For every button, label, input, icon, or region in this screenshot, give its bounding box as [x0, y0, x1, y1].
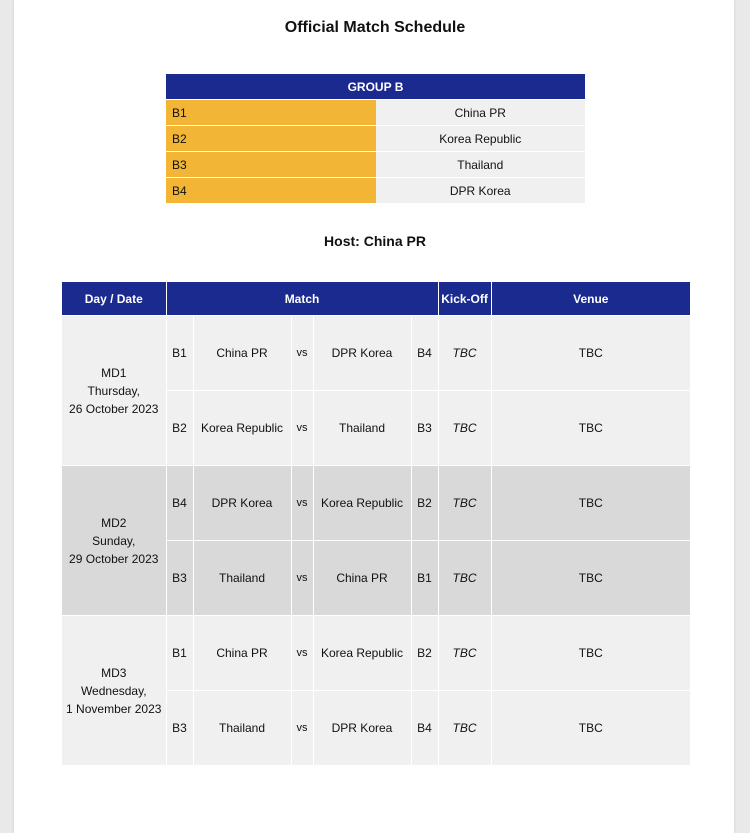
venue: TBC — [491, 466, 690, 541]
schedule-table — [62, 282, 690, 765]
page-title: Official Match Schedule — [284, 19, 466, 36]
home-team: China PR — [193, 616, 291, 691]
kickoff-time: TBC — [438, 691, 491, 766]
team-name: Korea Republic — [376, 126, 586, 152]
venue: TBC — [491, 316, 690, 391]
kickoff-time: TBC — [438, 466, 491, 541]
versus-label: vs — [291, 391, 313, 466]
venue: TBC — [491, 616, 690, 691]
versus-label: vs — [291, 541, 313, 616]
team-code: B1 — [166, 100, 376, 126]
versus-label: vs — [291, 616, 313, 691]
match-row — [62, 616, 690, 691]
match-row — [62, 466, 690, 541]
kickoff-time: TBC — [438, 316, 491, 391]
home-team: Thailand — [193, 691, 291, 766]
home-team: Korea Republic — [193, 391, 291, 466]
kickoff-time: TBC — [438, 391, 491, 466]
matchday-label: MD1 — [101, 365, 127, 380]
group-row — [166, 126, 585, 152]
home-team: China PR — [193, 316, 291, 391]
matchday-label: MD2 — [101, 515, 127, 530]
schedule-header-row — [62, 282, 690, 316]
host-heading: Host: China PR — [324, 233, 426, 249]
home-team: DPR Korea — [193, 466, 291, 541]
home-code: B1 — [166, 316, 193, 391]
venue: TBC — [491, 541, 690, 616]
team-name: China PR — [376, 100, 586, 126]
matchday-label: MD3 — [101, 665, 127, 680]
matchday-cell — [62, 316, 166, 466]
versus-label: vs — [291, 466, 313, 541]
match-row — [62, 316, 690, 391]
kickoff-time: TBC — [438, 541, 491, 616]
home-code: B1 — [166, 616, 193, 691]
team-code: B2 — [166, 126, 376, 152]
header-day-date: Day / Date — [62, 282, 166, 316]
group-row — [166, 152, 585, 178]
matchday-weekday: Sunday, — [92, 533, 136, 548]
team-name: DPR Korea — [376, 178, 586, 204]
matchday-date: 1 November 2023 — [66, 701, 162, 716]
away-code: B2 — [411, 616, 438, 691]
group-header: GROUP B — [166, 74, 585, 100]
header-kickoff: Kick-Off — [438, 282, 491, 316]
home-code: B3 — [166, 691, 193, 766]
kickoff-time: TBC — [438, 616, 491, 691]
matchday-cell — [62, 616, 166, 766]
away-team: Korea Republic — [313, 466, 411, 541]
team-code: B4 — [166, 178, 376, 204]
group-row — [166, 178, 585, 204]
away-team: Thailand — [313, 391, 411, 466]
team-name: Thailand — [376, 152, 586, 178]
matchday-cell — [62, 466, 166, 616]
away-team: DPR Korea — [313, 691, 411, 766]
away-code: B3 — [411, 391, 438, 466]
home-code: B3 — [166, 541, 193, 616]
matchday-date: 26 October 2023 — [69, 401, 159, 416]
home-code: B4 — [166, 466, 193, 541]
away-code: B4 — [411, 316, 438, 391]
venue: TBC — [491, 691, 690, 766]
home-team: Thailand — [193, 541, 291, 616]
away-code: B2 — [411, 466, 438, 541]
versus-label: vs — [291, 691, 313, 766]
away-code: B1 — [411, 541, 438, 616]
group-table — [166, 74, 585, 203]
away-team: China PR — [313, 541, 411, 616]
matchday-weekday: Thursday, — [87, 383, 140, 398]
group-row — [166, 100, 585, 126]
matchday-weekday: Wednesday, — [80, 683, 147, 698]
header-match: Match — [166, 282, 438, 316]
matchday-date: 29 October 2023 — [69, 551, 159, 566]
away-team: Korea Republic — [313, 616, 411, 691]
header-venue: Venue — [491, 282, 690, 316]
venue: TBC — [491, 391, 690, 466]
away-code: B4 — [411, 691, 438, 766]
versus-label: vs — [291, 316, 313, 391]
away-team: DPR Korea — [313, 316, 411, 391]
home-code: B2 — [166, 391, 193, 466]
team-code: B3 — [166, 152, 376, 178]
